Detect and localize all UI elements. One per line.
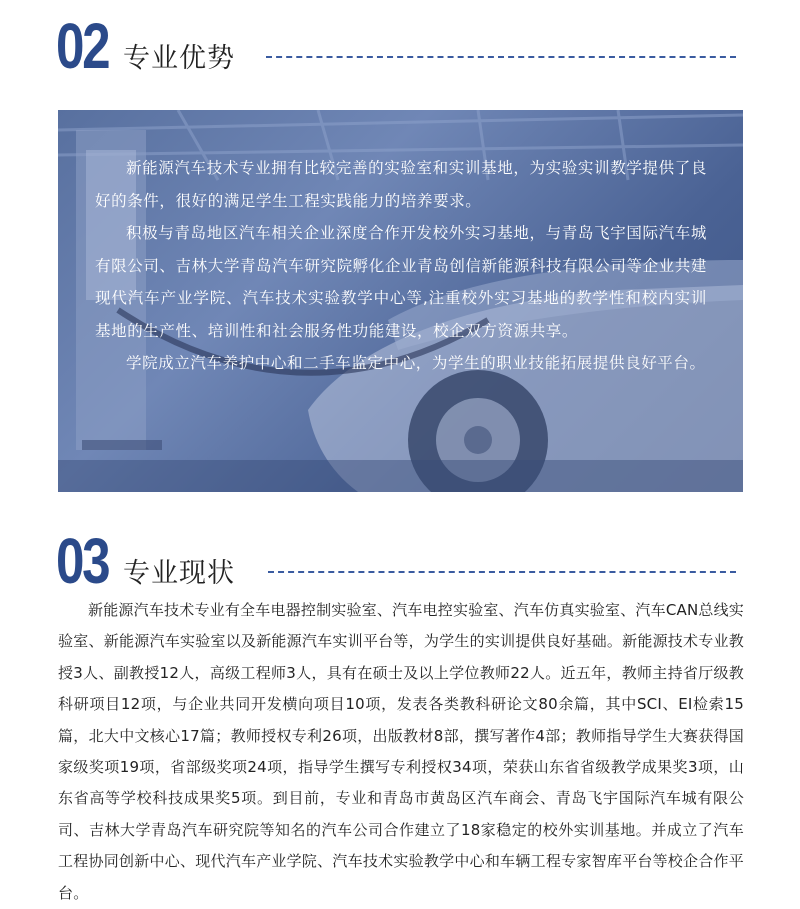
section-title: 专业现状 [123,558,235,589]
advantages-text [95,152,707,380]
section-title: 专业优势 [123,43,235,74]
section-heading-advantages [56,10,746,82]
paragraph: 学院成立汽车养护中心和二手车监定中心，为学生的职业技能拓展提供良好平台。 [126,354,706,372]
paragraph: 新能源汽车技术专业有全车电器控制实验室、汽车电控实验室、汽车仿真实验室、汽车CAN总线实验室、新能源汽车实验室以及新能源汽车实训平台等，为学生的实训提供良好基础。新能源技术专业教授3人、副教授12人，高级工程师3人，具有在硕士及以上学位教师22人。近五年，教师主持省厅级教科研项目12项，与企业共同开发横向项目10项，发表各类教科研论文80余篇，其中SCI、EI检索15篇，北大中文核心17篇；教师授权专利26项，出版教材8部，撰写著作4部；教师指导学生大赛获得国家级奖项19项，省部级奖项24项，指导学生撰写专利授权34项，荣获山东省省级教学成果奖3项，山东省高等学校科技成果奖5项。到目前，专业和青岛市黄岛区汽车商会、青岛飞宇国际汽车城有限公司、吉林大学青岛汽车研究院等知名的汽车公司合作建立了18家稳定的校外实训基地。并成立了汽车工程协同创新中心、现代汽车产业学院、汽车技术实验教学中心和车辆工程专家智库平台等校企合作平台。 [58,601,744,902]
section-number: 03 [56,525,109,597]
paragraph: 积极与青岛地区汽车相关企业深度合作开发校外实习基地，与青岛飞宇国际汽车城有限公司、吉林大学青岛汽车研究院孵化企业青岛创信新能源科技有限公司等企业共建现代汽车产业学院、汽车技术实验教学中心等,注重校外实习基地的教学性和校内实训基地的生产性、培训性和社会服务性功能建设，校企双方资源共享。 [95,224,707,340]
status-text [58,595,744,909]
paragraph: 新能源汽车技术专业拥有比较完善的实验室和实训基地，为实验实训教学提供了良好的条件，很好的满足学生工程实践能力的培养要求。 [95,159,707,210]
section-heading-status [56,525,746,597]
dashed-divider [266,56,736,58]
section-number: 02 [56,10,109,82]
dashed-divider [268,571,736,573]
advantages-photo-panel [58,110,743,492]
